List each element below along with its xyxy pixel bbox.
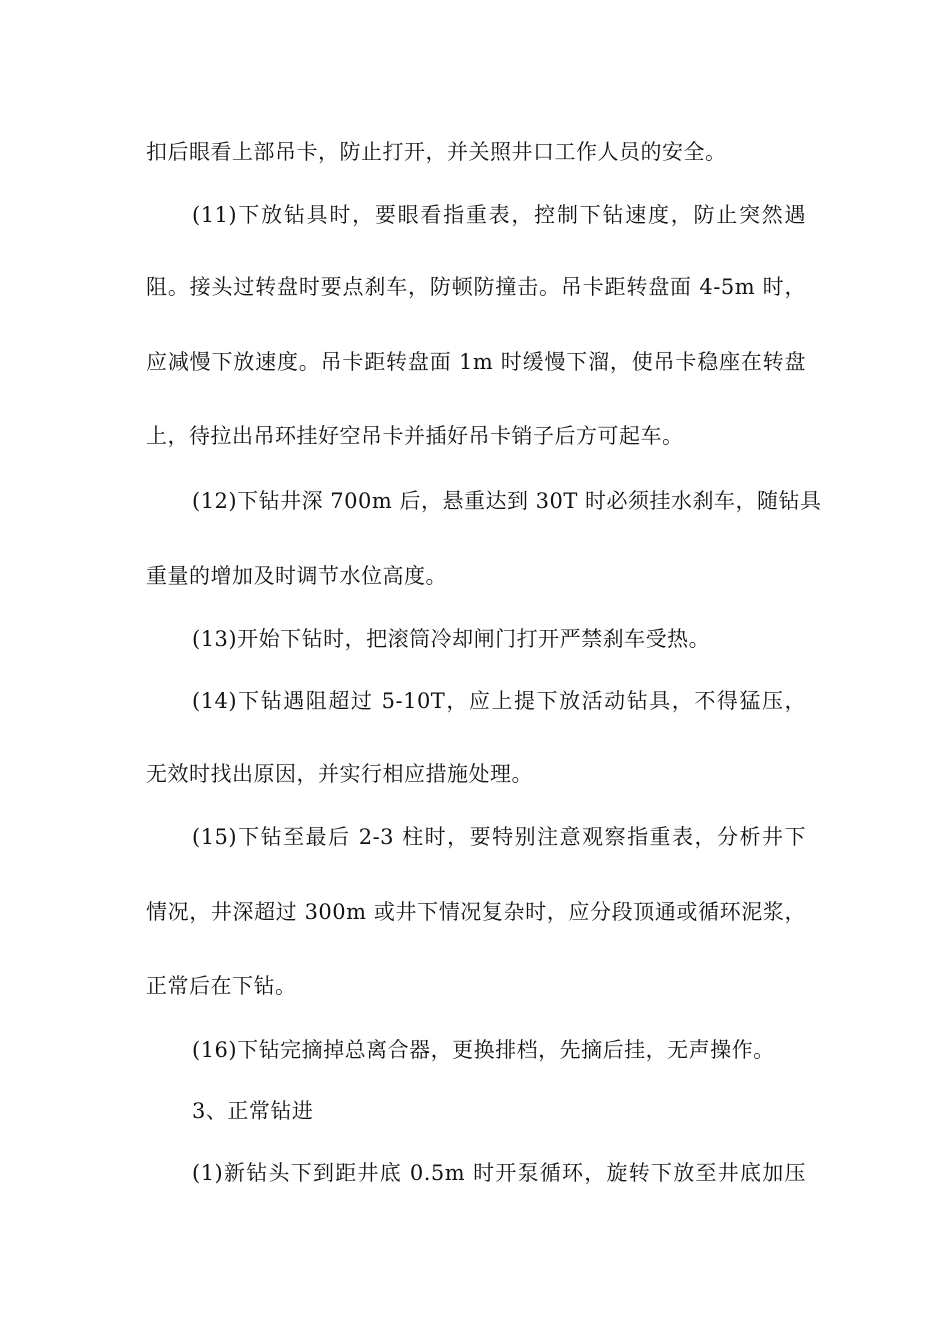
text-line: (1)新钻头下到距井底 0.5m 时开泵循环，旋转下放至井底加压 bbox=[192, 1161, 806, 1185]
text-line: (12)下钻井深 700m 后，悬重达到 30T 时必须挂水刹车，随钻具 bbox=[192, 489, 822, 513]
section-heading: 3、正常钻进 bbox=[192, 1099, 314, 1123]
text-line: (14)下钻遇阻超过 5-10T，应上提下放活动钻具，不得猛压， bbox=[192, 689, 806, 713]
text-line: (15)下钻至最后 2-3 柱时，要特别注意观察指重表，分析井下 bbox=[192, 825, 806, 849]
text-line: 正常后在下钻。 bbox=[146, 974, 297, 998]
text-line: (11)下放钻具时，要眼看指重表，控制下钻速度，防止突然遇 bbox=[192, 203, 806, 227]
text-line: 上，待拉出吊环挂好空吊卡并插好吊卡销子后方可起车。 bbox=[146, 424, 684, 448]
text-line: 阻。接头过转盘时要点刹车，防顿防撞击。吊卡距转盘面 4-5m 时， bbox=[146, 275, 806, 299]
text-line: 重量的增加及时调节水位高度。 bbox=[146, 564, 447, 588]
text-line: 无效时找出原因，并实行相应措施处理。 bbox=[146, 762, 533, 786]
text-line: 情况，井深超过 300m 或井下情况复杂时，应分段顶通或循环泥浆， bbox=[146, 900, 806, 924]
text-line: (13)开始下钻时，把滚筒冷却闸门打开严禁刹车受热。 bbox=[192, 627, 711, 651]
text-line: 扣后眼看上部吊卡，防止打开，并关照井口工作人员的安全。 bbox=[146, 140, 727, 164]
text-line: 应减慢下放速度。吊卡距转盘面 1m 时缓慢下溜，使吊卡稳座在转盘 bbox=[146, 350, 806, 374]
text-line: (16)下钻完摘掉总离合器，更换排档，先摘后挂，无声操作。 bbox=[192, 1038, 775, 1062]
